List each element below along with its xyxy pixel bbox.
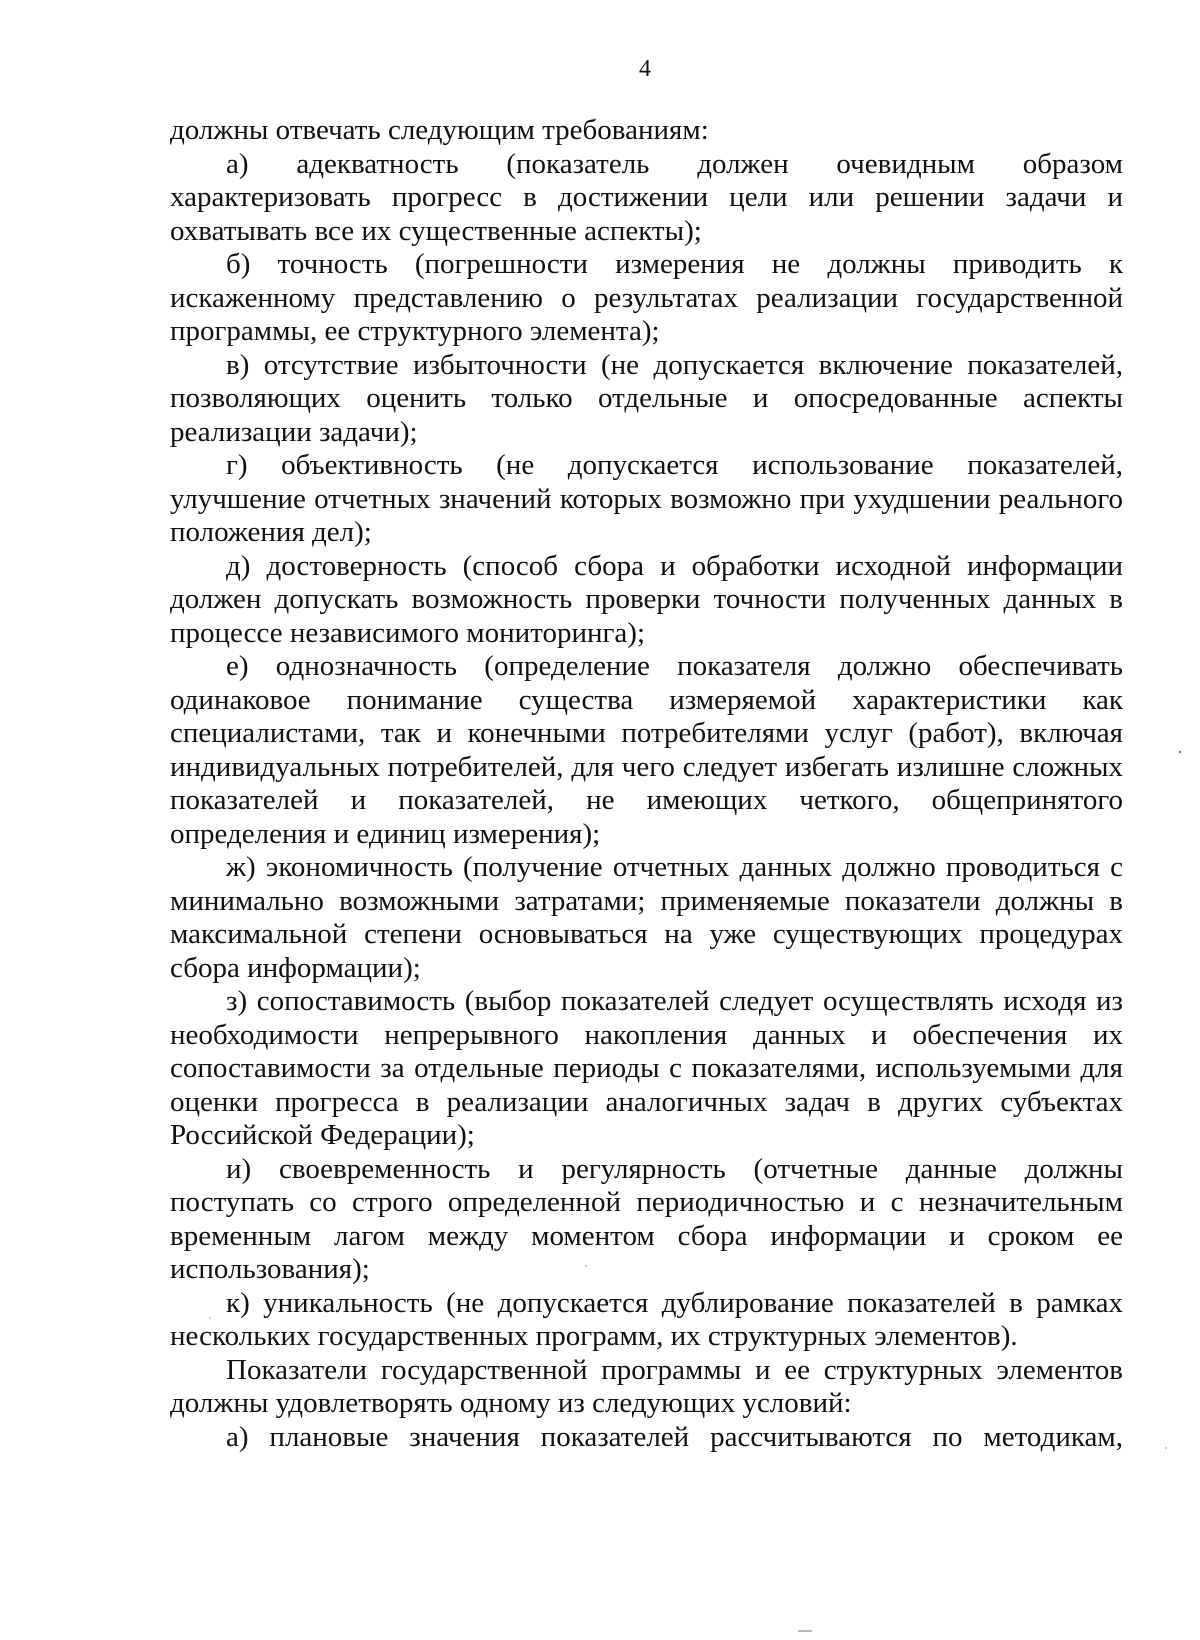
list-item-a-methodologies: а) плановые значения показателей рассчитываются по методикам, xyxy=(226,1420,1123,1453)
list-item-i-timeliness: и) своевременность и регулярность (отчетные данные должны поступать со строго определенной периодичностью и с незначительным временным лагом между моментом сбора информации и сроком ее использования); xyxy=(170,1152,1123,1285)
paragraph-indicators-conditions: Показатели государственной программы и ее структурных элементов должны удовлетворять одному из следующих условий: xyxy=(170,1353,1123,1419)
list-item-zh-economy: ж) экономичность (получение отчетных данных должно проводиться с минимально возможными затратами; применяемые показатели должны в максимальной степени основываться на уже существующих процедурах сбора информации); xyxy=(170,851,1123,984)
list-item-k-uniqueness: к) уникальность (не допускается дублирование показателей в рамках нескольких государственных программ, их структурных элементов). xyxy=(170,1286,1123,1352)
page-number: 4 xyxy=(639,56,651,82)
list-item-v-no-redundancy: в) отсутствие избыточности (не допускается включение показателей, позволяющих оценить только отдельные и опосредованные аспекты реализации задачи); xyxy=(170,348,1123,448)
list-item-z-comparability: з) сопоставимость (выбор показателей следует осуществлять исходя из необходимости непрерывного накопления данных и обеспечения их сопоставимости за отдельные периоды с показателями, используемыми для оценки прогресса в реализации аналогичных задач в других субъектах Российской Федерации); xyxy=(170,985,1123,1151)
paragraph-continuation: должны отвечать следующим требованиям: xyxy=(170,114,709,146)
list-item-e-unambiguity: е) однозначность (определение показателя должно обеспечивать одинаковое понимание существа измеряемой характеристики как специалистами, так и конечными потребителями услуг (работ), включая индивидуальных потребителей, для чего следует избегать излишне сложных показателей и показателей, не имеющих четкого, общепринятого определения и единиц измерения); xyxy=(170,650,1123,850)
list-item-d-reliability: д) достоверность (способ сбора и обработки исходной информации должен допускать возможность проверки точности полученных данных в процессе независимого мониторинга); xyxy=(170,549,1123,649)
document-body xyxy=(170,114,1123,1454)
list-item-g-objectivity: г) объективность (не допускается использование показателей, улучшение отчетных значений которых возможно при ухудшении реального положения дел); xyxy=(170,449,1123,548)
list-item-a-adequacy: а) адекватность (показатель должен очевидным образом характеризовать прогресс в достижении цели или решении задачи и охватывать все их существенные аспекты); xyxy=(170,147,1123,247)
list-item-b-accuracy: б) точность (погрешности измерения не должны приводить к искаженному представлению о результатах реализации государственной программы, ее структурного элемента); xyxy=(170,248,1123,347)
